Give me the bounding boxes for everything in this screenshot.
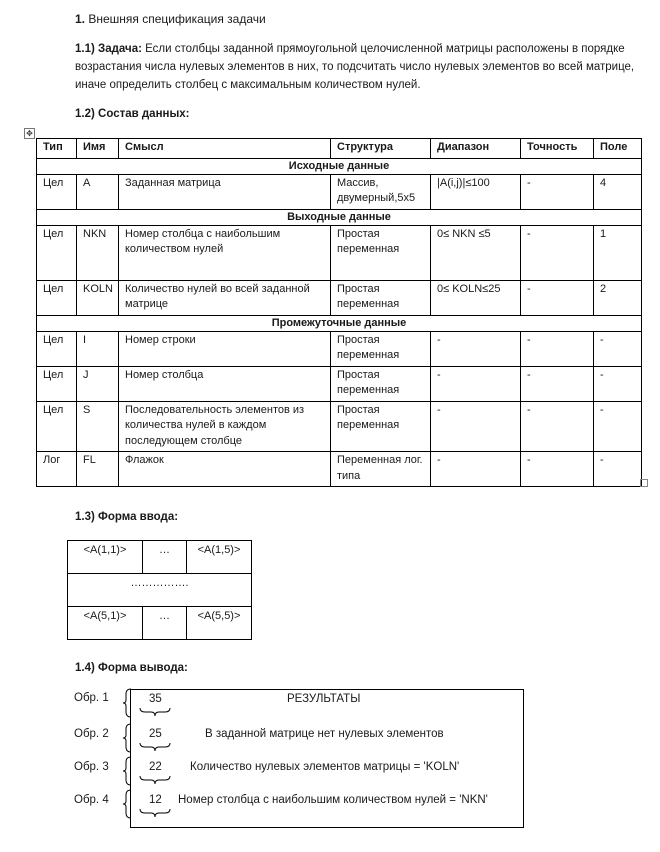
task-text: Если столбцы заданной прямоугольной целочисленной матрицы расположены в порядке возрастания числа нулевых элементов в них, то подсчитать число нулевых элементов во всей матрице, иначе определить столбец с максимальным количеством нулей.	[75, 43, 635, 91]
table-row	[37, 280, 642, 315]
under-brace-icon	[139, 707, 171, 717]
cell: -	[594, 366, 642, 401]
cell: S	[77, 401, 119, 452]
cell: Переменная лог. типа	[331, 452, 431, 487]
output-form-title: 1.4) Форма вывода:	[75, 662, 188, 674]
input-middle-cell: …………….	[68, 574, 252, 607]
cell: 0≤ KOLN≤25	[431, 280, 521, 315]
output-text: В заданной матрице нет нулевых элементов	[205, 728, 444, 740]
input-form-table	[67, 540, 252, 640]
left-brace-icon	[122, 723, 132, 753]
input-form-title: 1.3) Форма ввода:	[75, 511, 179, 523]
col-header-range: Диапазон	[431, 139, 521, 159]
group-output: Выходные данные	[37, 209, 642, 225]
cell: -	[431, 452, 521, 487]
output-width: 25	[149, 728, 162, 740]
cell: Последовательность элементов из количества нулей в каждом последующем столбце	[119, 401, 331, 452]
table-row	[37, 366, 642, 401]
group-input: Исходные данные	[37, 158, 642, 174]
table-row	[37, 225, 642, 280]
cell: |A(i,j)|≤100	[431, 174, 521, 209]
cell: Номер строки	[119, 331, 331, 366]
table-row	[37, 331, 642, 366]
cell: Простая переменная	[331, 331, 431, 366]
table-move-handle-icon[interactable]: ✥	[24, 128, 35, 139]
heading-number: 1.	[75, 12, 86, 26]
output-text: РЕЗУЛЬТАТЫ	[287, 693, 361, 705]
cell: A	[77, 174, 119, 209]
cell: Цел	[37, 225, 77, 280]
output-width: 22	[149, 761, 162, 773]
output-width: 12	[149, 794, 162, 806]
task-label: 1.1) Задача:	[75, 43, 142, 55]
cell: -	[521, 401, 594, 452]
cell: Простая переменная	[331, 366, 431, 401]
input-cell: <A(1,5)>	[187, 541, 252, 574]
cell: 2	[594, 280, 642, 315]
cell: KOLN	[77, 280, 119, 315]
input-cell: …	[143, 607, 187, 640]
heading-text: Внешняя спецификация задачи	[88, 12, 266, 26]
under-brace-icon	[139, 775, 171, 785]
output-label: Обр. 4	[74, 794, 109, 806]
cell: 4	[594, 174, 642, 209]
cell: Номер столбца	[119, 366, 331, 401]
output-text: Количество нулевых элементов матрицы = 'KOLN'	[190, 761, 460, 773]
cell: Массив, двумерный,5x5	[331, 174, 431, 209]
left-brace-icon	[122, 789, 132, 819]
cell: Заданная матрица	[119, 174, 331, 209]
cell: -	[521, 366, 594, 401]
under-brace-icon	[139, 808, 171, 818]
col-header-meaning: Смысл	[119, 139, 331, 159]
task-statement	[75, 40, 635, 94]
cell: -	[594, 452, 642, 487]
cell: NKN	[77, 225, 119, 280]
cell: Количество нулей во всей заданной матрице	[119, 280, 331, 315]
cell: -	[431, 366, 521, 401]
table-row	[37, 452, 642, 487]
section-heading	[75, 12, 266, 26]
cell: Цел	[37, 366, 77, 401]
col-header-type: Тип	[37, 139, 77, 159]
cell: Цел	[37, 331, 77, 366]
input-cell: …	[143, 541, 187, 574]
col-header-precision: Точность	[521, 139, 594, 159]
input-cell: <A(5,1)>	[68, 607, 143, 640]
cell: I	[77, 331, 119, 366]
cell: -	[431, 401, 521, 452]
cell: J	[77, 366, 119, 401]
output-text: Номер столбца с наибольшим количеством нулей = 'NKN'	[178, 794, 488, 806]
table-row	[37, 401, 642, 452]
cell: -	[431, 331, 521, 366]
left-brace-icon	[122, 756, 132, 786]
cell: Флажок	[119, 452, 331, 487]
data-spec-table	[36, 138, 642, 487]
cell: Лог	[37, 452, 77, 487]
col-header-field: Поле	[594, 139, 642, 159]
cell: -	[521, 280, 594, 315]
cell: Цел	[37, 174, 77, 209]
cell: 0≤ NKN ≤5	[431, 225, 521, 280]
group-intermediate: Промежуточные данные	[37, 315, 642, 331]
col-header-structure: Структура	[331, 139, 431, 159]
left-brace-icon	[122, 688, 132, 718]
cell: -	[594, 401, 642, 452]
cell: -	[521, 331, 594, 366]
cell: -	[521, 174, 594, 209]
data-section-title: 1.2) Состав данных:	[75, 108, 190, 120]
under-brace-icon	[139, 742, 171, 752]
output-width: 35	[149, 693, 162, 705]
table-resize-handle[interactable]	[640, 479, 648, 487]
cell: Цел	[37, 401, 77, 452]
table-header-row	[37, 139, 642, 159]
cell: Номер столбца с наибольшим количеством нулей	[119, 225, 331, 280]
cell: -	[594, 331, 642, 366]
output-label: Обр. 2	[74, 728, 109, 740]
output-label: Обр. 3	[74, 761, 109, 773]
cell: -	[521, 225, 594, 280]
cell: Цел	[37, 280, 77, 315]
cell: Простая переменная	[331, 225, 431, 280]
input-cell: <A(5,5)>	[187, 607, 252, 640]
cell: Простая переменная	[331, 280, 431, 315]
input-cell: <A(1,1)>	[68, 541, 143, 574]
cell: Простая переменная	[331, 401, 431, 452]
cell: -	[521, 452, 594, 487]
output-label: Обр. 1	[74, 692, 109, 704]
output-box	[130, 689, 524, 828]
cell: FL	[77, 452, 119, 487]
table-row	[37, 174, 642, 209]
cell: 1	[594, 225, 642, 280]
col-header-name: Имя	[77, 139, 119, 159]
